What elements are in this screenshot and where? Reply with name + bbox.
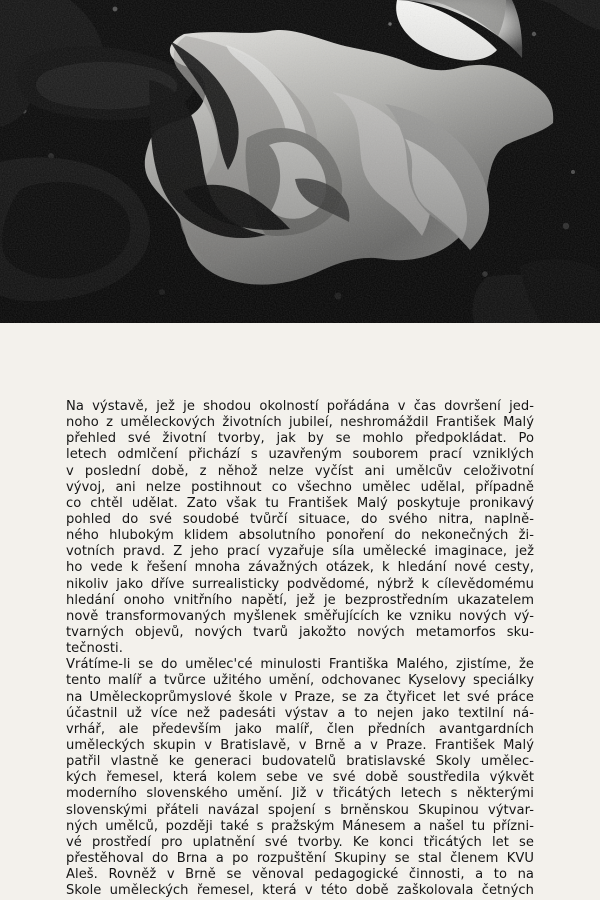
text-line-paragraph-end: tečnosti.: [66, 641, 123, 657]
text-line: letech odmlčení přichází s uzavřeným souborem prací vzniklých: [66, 447, 534, 463]
text-line: tento malíř a tvůrce užitého umění, odchovanec Kyselovy speciálky: [66, 673, 534, 689]
text-line: nově transformovaných myšlenek směřujících ke vzniku nových vý-: [66, 608, 534, 624]
text-line: v poslední době, z něhož nelze vyčíst ani umělcův celoživotní: [66, 463, 534, 479]
text-line: patřil vlastně ke generaci budovatelů bratislavské Školy umělec-: [66, 754, 534, 770]
text-line: účastnil už více než padesáti výstav a to nejen jako textilní ná-: [66, 705, 534, 721]
partial-text-line: Škole uměleckých řemesel, která v této době zaškolovala četných: [66, 883, 534, 899]
text-line: na Uměleckoprůmyslové škole v Praze, se za čtyřicet let své práce: [66, 689, 534, 705]
text-line: ného hlubokým klidem absolutního ponoření do nekonečných ži-: [66, 528, 534, 544]
text-line: votních pravd. Z jeho prací vyzařuje síla umělecké imaginace, jež: [66, 544, 534, 560]
text-line: hledání onoho vnitřního napětí, jež je bezprostředním ukazatelem: [66, 592, 534, 608]
text-line: Aleš. Rovněž v Brně se věnoval pedagogické činnosti, a to na: [66, 867, 534, 883]
text-line: pohled do své soudobé tvůrčí situace, do svého nitra, naplně-: [66, 511, 534, 527]
text-line: Vrátíme-li se do umělec'cé minulosti Františka Malého, zjistíme, že: [66, 657, 534, 673]
text-line: uměleckých skupin v Bratislavě, v Brně a v Praze. František Malý: [66, 737, 534, 753]
text-line: co chtěl udělat. Zato však tu František Malý poskytuje pronikavý: [66, 495, 534, 511]
text-line: kých řemesel, která kolem sebe ve své době soustředila výkvět: [66, 770, 534, 786]
text-line: Na výstavě, jež je shodou okolností pořádána v čas dovršení jed-: [66, 399, 534, 414]
surrealist-artwork-reproduction: [0, 0, 600, 323]
text-line: tvarných objevů, nových tvarů jakožto nových metamorfos sku-: [66, 624, 534, 640]
text-line: přestěhoval do Brna a po rozpuštění Skupiny se stal členem KVU: [66, 850, 534, 866]
text-line: vrhář, ale především jako malíř, člen předních avantgardních: [66, 721, 534, 737]
text-line: vé prostředí pro uplatnění své tvorby. Ke konci třicátých let se: [66, 834, 534, 850]
text-line: noho z uměleckových životních jubileí, neshromáždil František Malý: [66, 415, 534, 431]
text-line: slovenskými přáteli navázal spojení s brněnskou Skupinou výtvar-: [66, 802, 534, 818]
text-line: nikoliv jako dříve surrealisticky podvědomé, nýbrž k cílevědomému: [66, 576, 534, 592]
text-line: ných umělců, později také s pražským Mánesem a našel tu přízni-: [66, 818, 534, 834]
article-body: [66, 399, 534, 899]
artwork-photograph: [0, 0, 600, 323]
text-line: vývoj, ani nelze postihnout co všechno umělec udělal, případně: [66, 479, 534, 495]
text-line: moderního slovenského umění. Již v třicátých letech s některými: [66, 786, 534, 802]
text-line: přehled své životní tvorby, jak by se mohlo předpokládat. Po: [66, 431, 534, 447]
text-line: ho vede k řešení mnoha závažných otázek, k hledání nové cesty,: [66, 560, 534, 576]
